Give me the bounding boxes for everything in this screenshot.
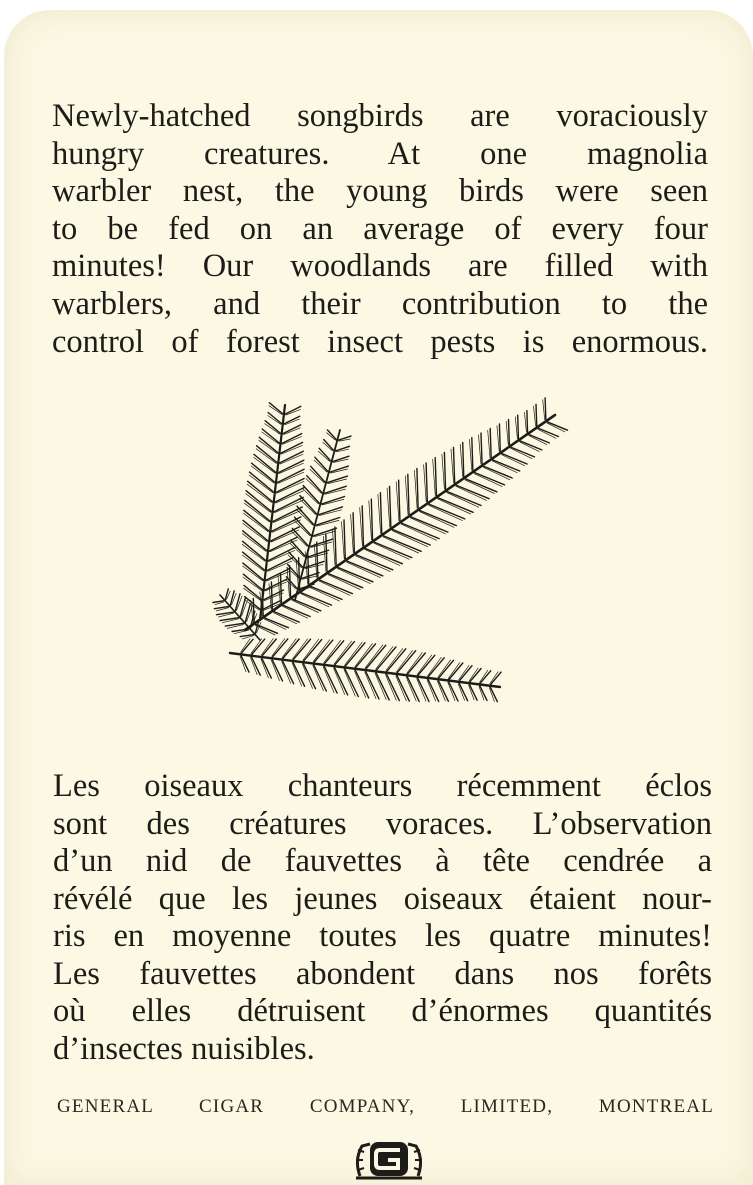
spruce-branch-illustration (200, 385, 580, 755)
french-line: révélé que les jeunes oiseaux étaient nour- (53, 880, 712, 917)
french-line: Les fauvettes abondent dans nos forêts (53, 955, 712, 992)
english-paragraph (52, 98, 708, 361)
french-line: où elles détruisent d’énormes quantités (53, 993, 712, 1029)
english-line: warbler nest, the young birds were seen (52, 173, 708, 210)
french-line: d’un nid de fauvettes à tête cendrée a (53, 843, 712, 879)
french-line: ris en moyenne toutes les quatre minutes! (53, 918, 712, 954)
french-line: d’insectes nuisibles. (53, 1030, 315, 1067)
english-line: hungry creatures. At one magnolia (52, 135, 708, 172)
english-line: minutes! Our woodlands are filled with (52, 248, 708, 285)
english-line: control of forest insect pests is enormous. (52, 323, 708, 360)
english-line: warblers, and their contribution to the (52, 285, 708, 322)
french-paragraph (53, 768, 712, 1068)
english-line: to be fed on an average of every four (52, 210, 708, 247)
general-cigar-logo-icon (350, 1138, 428, 1182)
french-line: sont des créatures voraces. L’observation (53, 805, 712, 842)
publisher-credit: GENERAL CIGAR COMPANY, LIMITED, MONTREAL (57, 1096, 714, 1117)
english-line: Newly-hatched songbirds are voraciously (52, 98, 708, 134)
french-line: Les oiseaux chanteurs récemment éclos (53, 768, 712, 804)
